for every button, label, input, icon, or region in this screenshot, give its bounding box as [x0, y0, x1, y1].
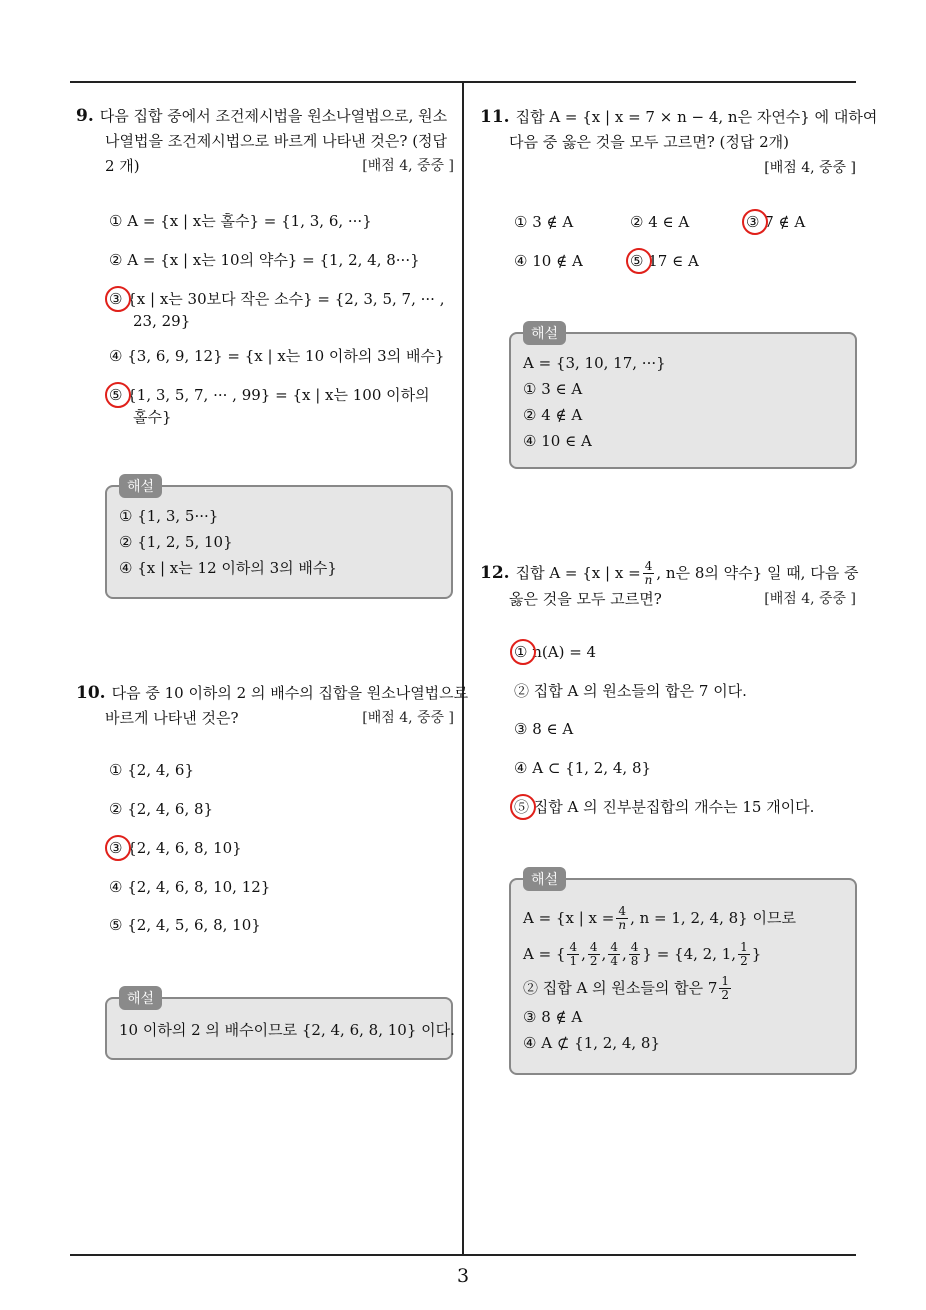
- fraction-numerator: 1: [721, 973, 730, 988]
- solution-line: [523, 936, 796, 972]
- option-mark: ③: [109, 290, 123, 308]
- option-mark: ①: [514, 213, 528, 231]
- option-text: 집합 A 의 진부분집합의 개수는 15 개이다.: [533, 798, 815, 816]
- question-text: 바르게 나타낸 것은?: [105, 709, 239, 727]
- option-text: 17 ∈ A: [648, 252, 699, 270]
- fraction: [616, 905, 628, 932]
- option-text: 4 ∈ A: [648, 213, 690, 231]
- option-text: A ⊂ {1, 2, 4, 8}: [532, 759, 652, 777]
- option-2[interactable]: [514, 680, 747, 702]
- option-mark: ①: [514, 643, 528, 661]
- option-text: {2, 4, 6}: [127, 761, 195, 779]
- fraction-denominator: 8: [630, 953, 639, 968]
- fraction-denominator: 4: [610, 953, 618, 968]
- solution-line: ① {1, 3, 5···}: [119, 507, 219, 525]
- option-text-cont: 23, 29}: [133, 312, 191, 330]
- question-text: 집합 A = {x | x = 7 × n − 4, n은 자연수} 에 대하여: [515, 108, 878, 126]
- option-5[interactable]: [109, 914, 261, 936]
- option-mark: ②: [514, 682, 530, 700]
- option-2[interactable]: [630, 211, 689, 233]
- answer-circle: [510, 794, 536, 820]
- fraction-denominator: 2: [740, 953, 748, 968]
- option-1[interactable]: [109, 210, 372, 232]
- separator: ,: [581, 945, 586, 963]
- score-meta: [배점 4, 중중 ]: [764, 160, 856, 176]
- question-text: 나열법을 조건제시법으로 바르게 나타낸 것은? (정답: [105, 132, 448, 150]
- option-mark: ②: [109, 800, 123, 818]
- solution-line: ④ 10 ∈ A: [523, 432, 592, 450]
- solution-line: ④ A ⊄ {1, 2, 4, 8}: [523, 1034, 661, 1052]
- fraction-denominator: 1: [569, 953, 578, 968]
- solution-box-11: [509, 326, 857, 469]
- fraction-numerator: 4: [618, 903, 627, 918]
- fraction-denominator: n: [618, 917, 627, 932]
- option-text: {x | x는 30보다 작은 소수} = {2, 3, 5, 7, ··· ,: [127, 290, 445, 308]
- solution-line: [523, 900, 796, 936]
- option-mark: ④: [514, 252, 528, 270]
- fraction-denominator: 2: [721, 987, 730, 1002]
- fraction-numerator: 4: [569, 939, 578, 954]
- option-text: {3, 6, 9, 12} = {x | x는 10 이하의 3의 배수}: [127, 347, 445, 365]
- fraction-numerator: 4: [589, 939, 598, 954]
- option-5[interactable]: [109, 384, 430, 428]
- option-text: 7 ∉ A: [764, 213, 806, 231]
- question-10: [76, 681, 469, 731]
- question-text: 옳은 것을 모두 고르면?: [509, 590, 662, 608]
- solution-line: ④ {x | x는 12 이하의 3의 배수}: [119, 559, 337, 577]
- option-mark: ③: [109, 839, 123, 857]
- score-meta: [배점 4, 중중 ]: [362, 158, 454, 174]
- option-mark: ④: [109, 347, 123, 365]
- fraction: [629, 941, 641, 968]
- fraction: [588, 941, 600, 968]
- option-3[interactable]: [514, 718, 573, 740]
- fraction-numerator: 4: [610, 939, 618, 954]
- option-1[interactable]: [514, 211, 573, 233]
- score-meta: [배점 4, 중중 ]: [362, 710, 454, 726]
- option-mark: ⑤: [630, 252, 644, 270]
- column-divider: [462, 81, 464, 1255]
- fraction-numerator: 1: [740, 939, 748, 954]
- option-text: {2, 4, 6, 8, 10}: [127, 839, 242, 857]
- solution-text: }: [751, 945, 762, 963]
- fraction-denominator: 2: [589, 953, 598, 968]
- option-text: 8 ∈ A: [532, 720, 574, 738]
- question-11: [480, 105, 878, 181]
- answer-circle: [742, 209, 768, 235]
- question-text: 2 개): [105, 157, 140, 175]
- solution-text: } = {4, 2, 1,: [642, 945, 737, 963]
- fraction: [608, 941, 620, 968]
- option-mark: ③: [746, 213, 760, 231]
- solution-text: , n = 1, 2, 4, 8} 이므로: [630, 909, 796, 927]
- answer-circle: [510, 639, 536, 665]
- option-text: 3 ∉ A: [532, 213, 574, 231]
- option-2[interactable]: [109, 249, 420, 271]
- option-text: {2, 4, 5, 6, 8, 10}: [127, 916, 261, 934]
- question-text: 다음 중 10 이하의 2 의 배수의 집합을 원소나열법으로: [111, 684, 469, 702]
- solution-tag: 해설: [523, 867, 566, 891]
- fraction-numerator: 4: [644, 559, 653, 573]
- option-mark: ④: [109, 878, 123, 896]
- solution-box-10: [105, 991, 455, 1060]
- option-text: {2, 4, 6, 8}: [127, 800, 214, 818]
- option-text: A = {x | x는 10의 약수} = {1, 2, 4, 8···}: [127, 251, 420, 269]
- solution-text: A = {x | x =: [523, 909, 615, 927]
- option-5[interactable]: [514, 796, 814, 818]
- question-number: 9.: [76, 106, 94, 126]
- answer-circle: [105, 286, 131, 312]
- solution-line: [523, 972, 796, 1004]
- option-4[interactable]: [109, 876, 270, 898]
- option-text: 집합 A 의 원소들의 합은 7 이다.: [533, 682, 747, 700]
- fraction: [738, 941, 750, 968]
- solution-line: ① 3 ∈ A: [523, 380, 583, 398]
- option-text: {1, 3, 5, 7, ··· , 99} = {x | x는 100 이하의: [127, 386, 430, 404]
- option-text: {2, 4, 6, 8, 10, 12}: [127, 878, 271, 896]
- option-mark: ②: [630, 213, 644, 231]
- question-text: 다음 중 옳은 것을 모두 고르면? (정답 2개): [509, 133, 790, 151]
- question-text: 다음 집합 중에서 조건제시법을 원소나열법으로, 원소: [99, 107, 448, 125]
- option-text: A = {x | x는 홀수} = {1, 3, 6, ···}: [127, 212, 372, 230]
- option-text: 10 ∉ A: [532, 252, 583, 270]
- answer-circle: [626, 248, 652, 274]
- question-12: [480, 559, 859, 612]
- separator: ,: [601, 945, 607, 963]
- question-text: 집합 A = {x | x =: [515, 564, 641, 582]
- solution-line: ③ 8 ∉ A: [523, 1008, 583, 1026]
- solution-line: ② 4 ∉ A: [523, 406, 583, 424]
- fraction: [643, 560, 655, 587]
- fraction-list: [565, 936, 642, 972]
- solution-tag: 해설: [523, 321, 566, 345]
- solution-tag: 해설: [119, 474, 162, 498]
- question-number: 12.: [480, 563, 510, 583]
- fraction: [567, 941, 579, 968]
- question-9: [76, 104, 454, 179]
- option-mark: ②: [109, 251, 123, 269]
- score-meta: [배점 4, 중중 ]: [764, 591, 856, 607]
- option-mark: ③: [514, 720, 528, 738]
- solution-text: ② 집합 A 의 원소들의 합은 7: [523, 979, 718, 997]
- solution-text: A = {: [523, 945, 566, 963]
- fraction-denominator: n: [644, 573, 653, 587]
- fraction-numerator: 4: [630, 939, 639, 954]
- option-4[interactable]: [514, 250, 583, 272]
- solution-line: 10 이하의 2 의 배수이므로 {2, 4, 6, 8, 10} 이다.: [119, 1021, 455, 1039]
- page-number: 3: [456, 1265, 470, 1287]
- option-mark: ④: [514, 759, 528, 777]
- solution-line: A = {3, 10, 17, ···}: [523, 354, 666, 372]
- option-2[interactable]: [109, 798, 213, 820]
- answer-circle: [105, 382, 131, 408]
- answer-circle: [105, 835, 131, 861]
- option-mark: ①: [109, 212, 123, 230]
- solution-line: ② {1, 2, 5, 10}: [119, 533, 233, 551]
- option-1[interactable]: [109, 759, 194, 781]
- option-4[interactable]: [109, 345, 444, 367]
- solution-tag: 해설: [119, 986, 162, 1010]
- question-number: 11.: [480, 107, 510, 127]
- question-number: 10.: [76, 683, 106, 703]
- option-3[interactable]: [109, 288, 444, 332]
- option-text: n(A) = 4: [532, 643, 597, 661]
- option-mark: ①: [109, 761, 123, 779]
- option-mark: ⑤: [109, 916, 123, 934]
- option-mark: ⑤: [514, 798, 530, 816]
- fraction: [719, 975, 731, 1002]
- option-mark: ⑤: [109, 386, 123, 404]
- separator: ,: [621, 945, 627, 963]
- solution-box-12: [509, 872, 857, 1075]
- solution-box-9: [105, 479, 453, 599]
- option-text-cont: 홀수}: [133, 408, 172, 426]
- option-4[interactable]: [514, 757, 651, 779]
- question-text: , n은 8의 약수} 일 때, 다음 중: [656, 564, 859, 582]
